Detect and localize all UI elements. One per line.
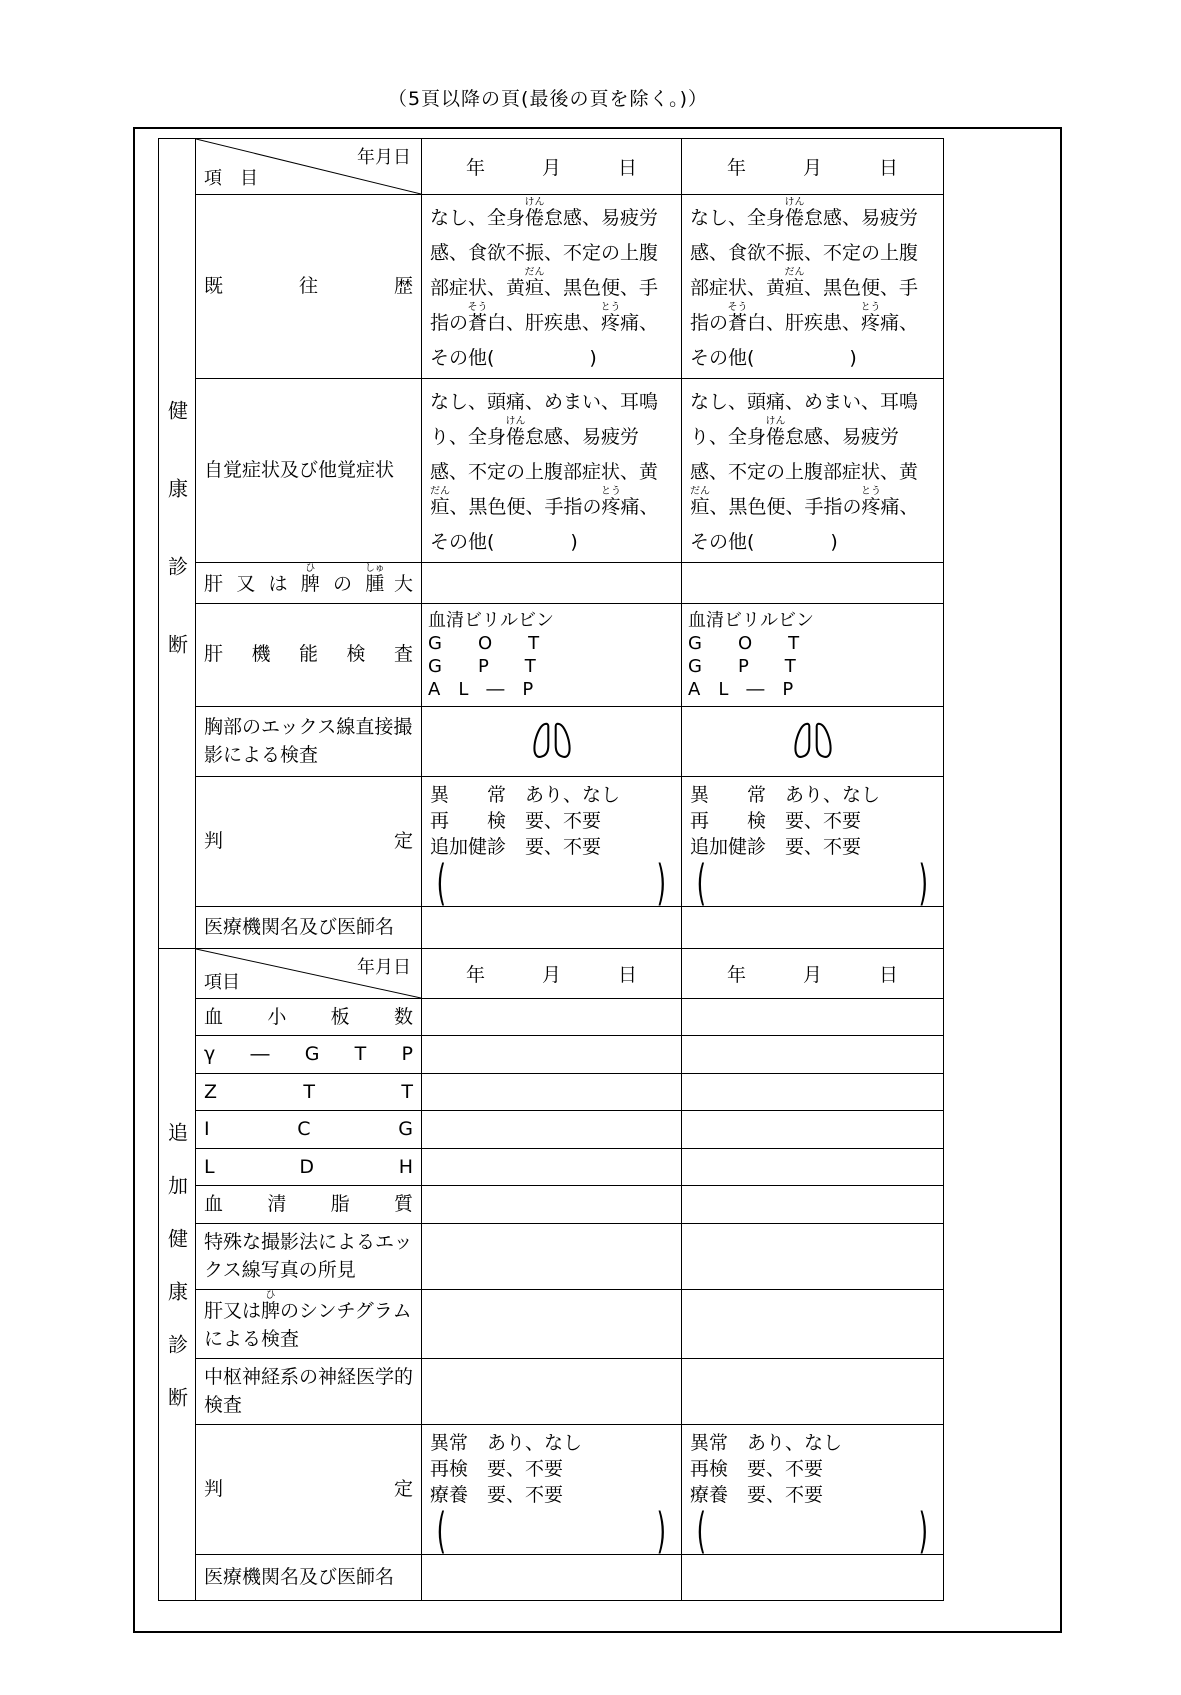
text-line: G P T [688,655,796,677]
fill-in-paren-open: ( [436,1502,447,1554]
judgement-label: 判 定 [196,776,422,906]
ldh-label: L D H [196,1148,422,1186]
institution-label: 医療機関名及び医師名 [196,906,422,948]
judgement-lines [690,782,935,860]
chest-xray-result-col2 [682,706,944,776]
ztt-label: Z T T [196,1073,422,1111]
symptoms-text-col1: なし、頭痛、めまい、耳鳴り、全身倦けん怠感、易疲労感、不定の上腹部症状、黄疸だん、黒色便、手指の疼とう痛、その他( ) [422,379,682,563]
symptoms-text-col2: なし、頭痛、めまい、耳鳴り、全身倦けん怠感、易疲労感、不定の上腹部症状、黄疸だん、黒色便、手指の疼とう痛、その他( ) [682,379,944,563]
fill-in-area [690,1502,935,1554]
row-ldh [159,1148,944,1186]
row-liver-function-test [159,603,944,706]
liver-function-values-col1 [422,603,682,706]
row-special-xray-findings [159,1223,944,1289]
chest-xray-result-col1 [422,706,682,776]
row-cns-neurological-test [159,1358,944,1424]
page-note: （5頁以降の頁(最後の頁を除く。)） [387,88,709,110]
judgement2-col2 [682,1424,944,1554]
chest-xray-label: 胸部のエックス線直接撮影による検査 [196,706,422,776]
scintigram-value-col1 [422,1289,682,1358]
text-line: A L ― P [428,678,534,700]
section2-side-label [159,948,196,1600]
serum-lipid-value-col2 [682,1186,944,1224]
section-health-exam [159,139,944,949]
row-subjective-symptoms [159,379,944,563]
row-platelet-count [159,998,944,1036]
icg-value-col2 [682,1111,944,1149]
platelet-value-col1 [422,998,682,1036]
text-line: 血清ビリルビン [688,609,814,631]
date-header-col2: 年 月 日 [682,139,944,195]
medical-history-label: 既 往 歴 [196,195,422,379]
fill-in-paren-close: ) [656,854,667,906]
corner-cell-1 [196,139,422,195]
section-additional-health-exam [159,948,944,1600]
institution-value-col1 [422,906,682,948]
gamma-gtp-value-col1 [422,1036,682,1074]
icg-label: I C G [196,1111,422,1149]
row-medical-institution-1 [159,906,944,948]
ztt-value-col2 [682,1073,944,1111]
text-line: 異 常 あり、なし [690,783,881,806]
form-frame [133,127,1062,1633]
icg-value-col1 [422,1111,682,1149]
fill-in-paren-open: ( [436,854,447,906]
corner-cell-2 [196,948,422,998]
header-row-1 [159,139,944,195]
fill-in-area [430,854,673,906]
platelet-count-label: 血 小 板 数 [196,998,422,1036]
health-exam-table [158,138,944,1601]
fill-in-paren-open: ( [696,854,707,906]
cns-neuro-value-col1 [422,1358,682,1424]
ztt-value-col1 [422,1073,682,1111]
liver-spleen-value-col1 [422,563,682,604]
row-scintigram-test [159,1289,944,1358]
judgement2-col1 [422,1424,682,1554]
institution2-value-col2 [682,1554,944,1600]
text-line: 血清ビリルビン [428,609,554,631]
fill-in-area [690,854,935,906]
lungs-icon [527,718,577,764]
lungs-icon [788,718,838,764]
judgement-lines [430,782,673,860]
corner-item-label: 項目 [204,971,240,993]
gamma-gtp-value-col2 [682,1036,944,1074]
cns-neuro-value-col2 [682,1358,944,1424]
liver-function-label: 肝 機 能 検 査 [196,603,422,706]
side-label-text: 追加健康診断 [164,1121,189,1440]
side-label-text: 健康診断 [164,399,189,712]
row-icg [159,1111,944,1149]
institution2-value-col1 [422,1554,682,1600]
special-xray-label: 特殊な撮影法によるエックス線写真の所見 [196,1223,422,1289]
judgement-col2 [682,776,944,906]
judgement-col1 [422,776,682,906]
text-line: 療養 要、不要 [690,1483,824,1506]
judgement-lines [430,1430,673,1508]
serum-lipid-label: 血 清 脂 質 [196,1186,422,1224]
text-line: 異常 あり、なし [430,1431,583,1454]
text-line: 追加健診 要、不要 [430,835,602,858]
text-line: G P T [428,655,536,677]
cns-neuro-label: 中枢神経系の神経医学的検査 [196,1358,422,1424]
row-medical-history [159,195,944,379]
institution-label: 医療機関名及び医師名 [196,1554,422,1600]
text-line: 異常 あり、なし [690,1431,843,1454]
liver-function-values-col2 [682,603,944,706]
text-line: A L ― P [688,678,794,700]
row-serum-lipid [159,1186,944,1224]
text-line: 再検 要、不要 [430,1457,564,1480]
institution-value-col2 [682,906,944,948]
header-row-2 [159,948,944,998]
medical-history-text-col2: なし、全身倦けん怠感、易疲労感、食欲不振、不定の上腹部症状、黄疸だん、黒色便、手指の蒼そう白、肝疾患、疼とう痛、その他( ) [682,195,944,379]
fill-in-area [430,1502,673,1554]
corner-date-label: 年月日 [357,147,411,168]
serum-lipid-value-col1 [422,1186,682,1224]
ldh-value-col2 [682,1148,944,1186]
fill-in-paren-close: ) [656,1502,667,1554]
text-line: 療養 要、不要 [430,1483,564,1506]
date-header-col2: 年 月 日 [682,948,944,998]
ldh-value-col1 [422,1148,682,1186]
row-medical-institution-2 [159,1554,944,1600]
platelet-value-col2 [682,998,944,1036]
fill-in-paren-open: ( [696,1502,707,1554]
fill-in-paren-close: ) [918,854,929,906]
row-ztt [159,1073,944,1111]
symptoms-label: 自覚症状及び他覚症状 [196,379,422,563]
liver-spleen-label: 肝 又 は 脾ひ の 腫しゅ 大 [196,563,422,604]
row-judgement-2 [159,1424,944,1554]
scintigram-label: 肝又は脾ひのシンチグラムによる検査 [196,1289,422,1358]
scintigram-value-col2 [682,1289,944,1358]
judgement-lines [690,1430,935,1508]
text-line: G O T [688,632,800,654]
judgement-label: 判 定 [196,1424,422,1554]
fill-in-paren-close: ) [918,1502,929,1554]
liver-spleen-value-col2 [682,563,944,604]
special-xray-value-col2 [682,1223,944,1289]
date-header-col1: 年 月 日 [422,139,682,195]
row-liver-spleen-enlargement [159,563,944,604]
section1-side-label [159,139,196,949]
row-gamma-gtp [159,1036,944,1074]
text-line: 再 検 要、不要 [690,809,862,832]
gamma-gtp-label: γ ― G T P [196,1036,422,1074]
date-header-col1: 年 月 日 [422,948,682,998]
text-line: 追加健診 要、不要 [690,835,862,858]
corner-date-label: 年月日 [357,956,411,978]
corner-item-label: 項 目 [204,168,258,189]
text-line: 異 常 あり、なし [430,783,621,806]
text-line: 再 検 要、不要 [430,809,602,832]
special-xray-value-col1 [422,1223,682,1289]
row-judgement-1 [159,776,944,906]
text-line: G O T [428,632,540,654]
row-chest-xray [159,706,944,776]
medical-history-text-col1: なし、全身倦けん怠感、易疲労感、食欲不振、不定の上腹部症状、黄疸だん、黒色便、手指の蒼そう白、肝疾患、疼とう痛、その他( ) [422,195,682,379]
text-line: 再検 要、不要 [690,1457,824,1480]
